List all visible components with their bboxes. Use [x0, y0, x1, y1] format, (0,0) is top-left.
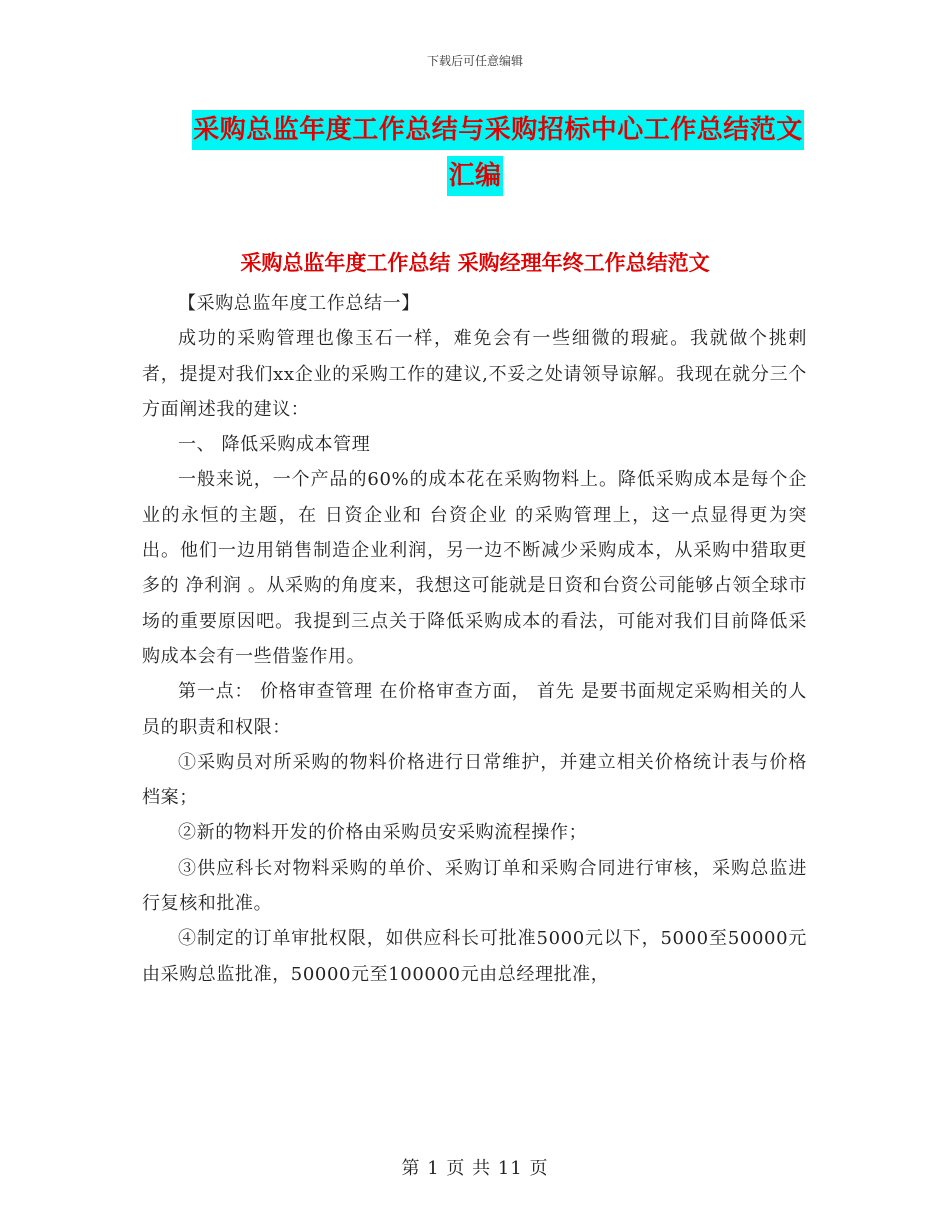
page-number: 第 1 页 共 11 页 [401, 1158, 549, 1179]
title-line-1: 采购总监年度工作总结与采购招标中心工作总结范文 [192, 110, 804, 150]
section-heading: 一、 降低采购成本管理 [178, 434, 371, 456]
section-heading: 【采购总监年度工作总结一】 [178, 293, 420, 314]
paragraph: 一般来说，一个产品的60%的成本花在采购物料上。降低采购成本是每个企业的永恒的主题，在 日资企业和 台资企业 的采购管理上，这一点显得更为突出。他们一边用销售制造企业利润，另一边不断减少采购成本，从采购中猎取更多的 净利润 。从采购的角度来，我想这可能就是日资和台资公司能够占领全球市场的重要原因吧。我提到三点关于降低采购成本的看法，可能对我们目前降低采购成本会有一些借鉴作用。 [142, 469, 807, 667]
document-title [0, 110, 950, 196]
list-item: ②新的物料开发的价格由采购员安采购流程操作； [178, 822, 588, 844]
document-body [142, 286, 807, 992]
document-subtitle: 采购总监年度工作总结 采购经理年终工作总结范文 [240, 250, 710, 275]
list-item: ③供应科长对物料采购的单价、采购订单和采购合同进行审核，采购总监进行复核和批准。 [142, 857, 807, 915]
list-item: ①采购员对所采购的物料价格进行日常维护，并建立相关价格统计表与价格档案； [142, 751, 807, 809]
paragraph: 成功的采购管理也像玉石一样，难免会有一些细微的瑕疵。我就做个挑剌者，提提对我们xx企业的采购工作的建议,不妥之处请领导谅解。我现在就分三个方面阐述我的建议： [142, 328, 807, 420]
paragraph: 第一点： 价格审查管理 在价格审查方面， 首先 是要书面规定采购相关的人员的职责和权限： [142, 681, 807, 738]
title-line-2: 汇编 [447, 156, 502, 196]
list-item: ④制定的订单审批权限，如供应科长可批准5000元以下，5000至50000元由采购总监批准，50000元至100000元由总经理批准， [142, 928, 807, 985]
header-note: 下载后可任意编辑 [426, 54, 523, 68]
